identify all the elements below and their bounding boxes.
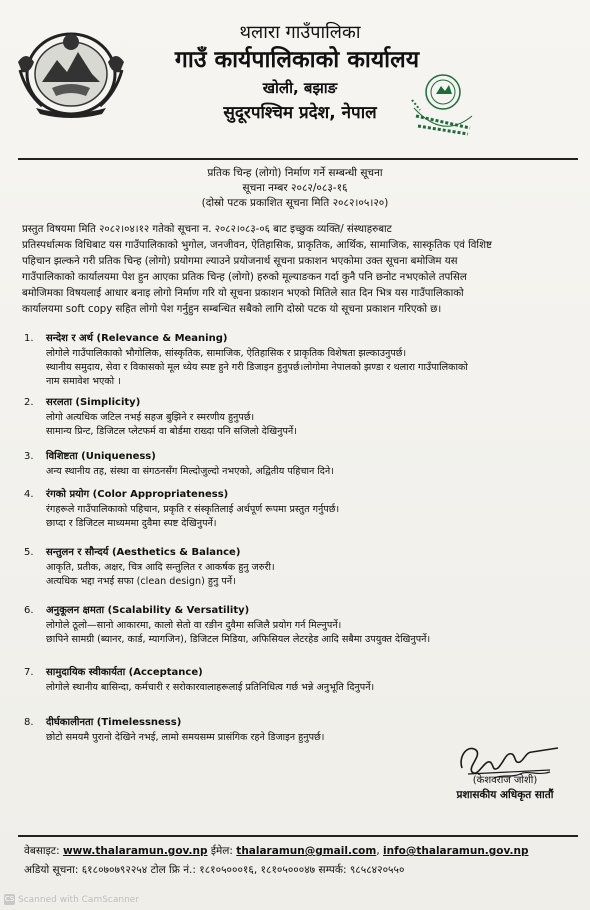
criterion-title: दीर्घकालीनता (Timelessness) — [46, 717, 182, 728]
criterion-text: आकृति, प्रतीक, अक्षर, चित्र आदि सन्तुलित र आकर्षक हुनु जरुरी। — [46, 562, 275, 573]
criterion-text: लोगोले स्थानीय बासिन्दा, कर्मचारी र सरोकारवालाहरूलाई प्रतिनिधित्व गर्छ भन्ने अनुभूति दिनुपर्ने। — [46, 682, 375, 693]
email-link-secondary[interactable]: info@thalaramun.gov.np — [383, 845, 529, 857]
nepal-government-emblem-icon — [12, 22, 130, 120]
footer-contact-phone — [24, 862, 584, 878]
criterion-text: रंगहरूले गाउँपालिकाको पहिचान, प्रकृति र संस्कृतिलाई अर्थपूर्ण रूपमा प्रस्तुत गर्नुपर्छ। — [46, 504, 340, 515]
criterion-text: लोगोले गाउँपालिकाको भौगोलिक, सांस्कृतिक, सामाजिक, ऐतिहासिक र प्राकृतिक विशेषता झल्काउनुपर्छ। — [46, 348, 407, 359]
body-line: प्रतिस्पर्धात्मक विधिबाट यस गाउँपालिकाको भुगोल, जनजीवन, ऐतिहासिक, प्राकृतिक, आर्थिक, सामाजिक, सास्कृतिक एवं विशिष्ट — [22, 240, 492, 251]
body-line: प्रस्तुत विषयमा मिति २०८२।०४।१२ गतेको सूचना न. २०८२।०८३-०६ बाट इच्छुक व्यक्ति/ संस्थाहरुबाट — [22, 224, 392, 235]
notice-body — [22, 222, 574, 318]
criterion-text: अन्य स्थानीय तह, संस्था वा संगठनसँग मिल्दोजुल्दो नभएको, अद्वितीय पहिचान दिने। — [46, 466, 334, 477]
criterion-text: नाम समावेश भएको । — [46, 376, 121, 387]
criterion-number: 3. — [24, 451, 34, 462]
letterhead — [0, 0, 590, 160]
body-line: पहिचान झल्कने गरी प्रतिक चिन्ह (लोगो) प्रयोगमा ल्याउने प्रयोजनार्थ सूचना प्रकाशन भएकोमा उक्त सूचना बमोजिम यस — [22, 256, 458, 267]
criterion-text: छाप्दा र डिजिटल माध्यममा दुवैमा स्पष्ट देखिनुपर्ने। — [46, 518, 217, 529]
criterion-text: लोगोले ठूलो—सानो आकारमा, कालो सेतो वा रङीन दुवैमा सजिलै प्रयोग गर्न मिल्नुपर्ने। — [46, 620, 342, 631]
website-link[interactable]: www.thalaramun.gov.np — [62, 845, 208, 857]
criterion-title: सन्तुलन र सौन्दर्य (Aesthetics & Balance) — [46, 547, 241, 558]
criterion-title: अनुकूलन क्षमता (Scalability & Versatility) — [46, 605, 250, 616]
watermark-text: Scanned with CamScanner — [18, 895, 140, 905]
website-label: वेबसाइट: — [24, 845, 60, 857]
body-line: कार्यालयमा soft copy सहित लोगो पेश गर्नुहुन सम्बन्धित सबैको लागि दोस्रो पटक यो सूचना प्रकाशन गरिएको छ। — [22, 304, 442, 315]
audio-number: ६१८०७०७९२२५४ — [81, 864, 148, 876]
footer-contact-web: वेबसाइट: www.thalaramun.gov.np ईमेल: thalaramun@gmail.com, info@thalaramun.gov.np — [24, 845, 529, 857]
criterion-number: 7. — [24, 667, 34, 678]
notice-subject: प्रतिक चिन्ह (लोगो) निर्माण गर्ने सम्बन्धी सूचना — [207, 167, 383, 179]
criterion-number: 2. — [24, 397, 34, 408]
body-line: बमोजिमका विषयलाई आधार बनाइ लोगो निर्माण गरि यो सूचना प्रकाशन भएको मितिले सात दिन भित्र यस गाउँपालिकाको — [22, 288, 464, 299]
criterion-title: विशिष्टता (Uniqueness) — [46, 451, 156, 462]
criterion-text: लोगो अत्यधिक जटिल नभई सहज बुझिने र स्मरणीय हुनुपर्छ। — [46, 412, 255, 423]
office-province: सुदूरपश्चिम प्रदेश, नेपाल — [223, 103, 377, 123]
notice-number: सूचना नम्बर २०८२/०८३-१६ — [242, 182, 348, 194]
criterion-number: 8. — [24, 717, 34, 728]
signatory-name: (केशवराज जोशी) — [472, 775, 538, 786]
office-address: खोली, बझाङ — [262, 79, 338, 97]
body-line: गाउँपालिकाको कार्यालयमा पेश हुन आएका प्रतिक चिन्ह (लोगो) हरुको मूल्याङकन गर्दा कुनै पनि छनोट नभएकोले तपसिल — [22, 272, 467, 283]
email-link-primary[interactable]: thalaramun@gmail.com — [236, 845, 377, 857]
criterion-title: सरलता (Simplicity) — [46, 397, 141, 408]
criterion-title: सन्देश र अर्थ (Relevance & Meaning) — [46, 333, 228, 344]
footer-divider — [18, 835, 578, 837]
notice-republished-date: (दोस्रो पटक प्रकाशित सूचना मिति २०८२।०५।२०) — [201, 197, 389, 209]
signatory-designation: प्रशासकीय अधिकृत सातौं — [456, 789, 554, 801]
scanner-watermark — [4, 893, 139, 907]
audio-label: अडियो सूचना: — [24, 864, 79, 876]
email-label: ईमेल: — [210, 845, 233, 857]
criterion-number: 4. — [24, 489, 34, 500]
criterion-text: अत्यधिक भद्दा नभई सफा (clean design) हुनु पर्ने। — [46, 576, 236, 587]
criterion-number: 5. — [24, 547, 34, 558]
criterion-text: स्थानीय समुदाय, सेवा र विकासको मूल ध्येय स्पष्ट हुने गरी डिजाइन हुनुपर्छ।लोगोमा नेपालको झण्डा र थलारा गाउँपालिकाको — [46, 362, 468, 373]
tollfree-numbers: १८१०५०००१६, १८१०५०००४७ — [199, 864, 316, 876]
contact-label: सम्पर्क: — [318, 864, 347, 876]
criterion-text: छापिने सामग्री (ब्यानर, कार्ड, म्यागजिन), डिजिटल मिडिया, अफिसियल लेटरहेड आदि सबैमा उपयुक्त देखिनुपर्ने। — [46, 634, 431, 645]
notice-heading — [0, 166, 590, 211]
criterion-title: सामुदायिक स्वीकार्यता (Acceptance) — [46, 667, 203, 678]
criterion-text: छोटो समयमै पुरानो देखिने नभई, लामो समयसम्म प्रासंगिक रहने डिजाइन हुनुपर्छ। — [46, 732, 325, 743]
criterion-text: सामान्य प्रिन्ट, डिजिटल प्लेटफर्म वा बोर्डमा राख्दा पनि सजिलो देखिनुपर्ने। — [46, 426, 297, 437]
office-seal-icon — [408, 70, 478, 140]
header-divider — [18, 158, 578, 160]
criterion-number: 1. — [24, 333, 34, 344]
tollfree-label: टोल फ्रि नं.: — [150, 864, 196, 876]
camscanner-icon: CS — [4, 895, 15, 903]
contact-number: ९८५८४२०५५० — [349, 864, 405, 876]
office-title: गाउँ कार्यपालिकाको कार्यालय — [174, 47, 420, 73]
office-name: थलारा गाउँपालिका — [239, 22, 361, 43]
criterion-title: रंगको प्रयोग (Color Appropriateness) — [46, 489, 229, 500]
criterion-number: 6. — [24, 605, 34, 616]
